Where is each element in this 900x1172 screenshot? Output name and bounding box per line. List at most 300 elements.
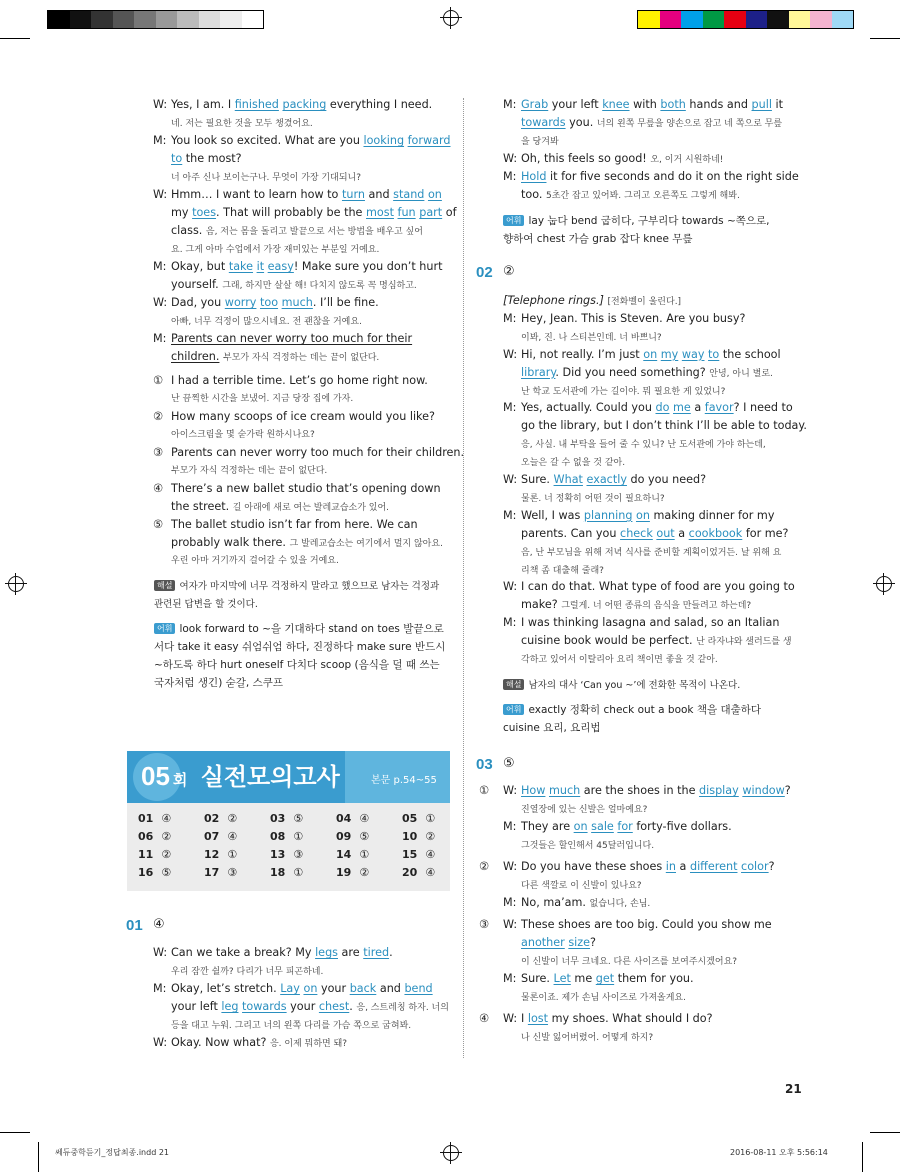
vocab-line: 국자처럼 생긴) 숟갈, 스쿠프: [154, 677, 284, 689]
vocab-word: toes: [192, 206, 217, 219]
speaker-label: M:: [503, 401, 517, 415]
dialogue-text: of: [442, 206, 457, 219]
vocab-line: 서다 take it easy 쉬엄쉬엄 하다, 진정하다 make sure 반드시: [154, 641, 446, 653]
answer-cell: [336, 812, 369, 825]
vocab-word: packing: [282, 98, 327, 111]
dialogue-text: cuisine book would be perfect.: [521, 634, 697, 648]
answer-cell: [138, 848, 171, 861]
answer-number: 10: [402, 830, 418, 843]
vocab-word: Parents can never worry too much for their: [171, 332, 413, 345]
speaker-label: M:: [503, 98, 517, 111]
korean-translation: 그것들은 할인해서 45달러입니다.: [521, 841, 655, 851]
dialogue-text: hands and: [685, 98, 752, 111]
answer-number: 01: [138, 812, 154, 825]
vocab-word: stand: [393, 188, 425, 201]
korean-translation: 길 아래에 새로 여는 발레교습소가 있어.: [232, 503, 390, 513]
answer-cell: [402, 830, 435, 843]
korean-translation: 요. 그게 아마 수업에서 가장 재미있는 부분일 거예요.: [171, 245, 380, 255]
answer-cell: [138, 866, 171, 879]
dialogue-text: [Telephone rings.]: [503, 294, 608, 307]
vocab-word: finished: [234, 98, 279, 111]
korean-translation: 너의 왼쪽 무릎을 양손으로 잡고 네 쪽으로 무릎: [596, 119, 783, 129]
vocab-line: lay 눕다 bend 굽히다, 구부리다 towards ~쪽으로,: [528, 215, 770, 227]
dialogue-line: [503, 399, 793, 417]
dialogue-text: yourself.: [171, 278, 223, 291]
vocab-word: What: [553, 473, 583, 486]
vocab-word: too: [259, 296, 279, 309]
speaker-label: W:: [503, 473, 518, 486]
dialogue-line: [503, 96, 783, 114]
vocab-word: another: [521, 936, 565, 949]
korean-translation: 부모가 자식 걱정하는 데는 끝이 없단다.: [223, 353, 380, 363]
speaker-label: W:: [503, 918, 518, 931]
answer-cell: [204, 848, 237, 861]
dialogue-line: [503, 150, 724, 169]
vocab-word: my: [660, 347, 679, 361]
explanation-block: [154, 577, 439, 614]
speaker-label: M:: [503, 311, 517, 325]
answer-cell: [336, 830, 369, 843]
speaker-label: M:: [153, 134, 167, 147]
answer-cell: [402, 866, 435, 879]
dialogue-text: me: [570, 972, 596, 985]
option-text: [171, 534, 443, 553]
answer-number: 17: [204, 866, 220, 879]
vocab-word: color: [741, 860, 769, 873]
speaker-label: M:: [503, 508, 517, 522]
dialogue-line: [171, 150, 242, 168]
dialogue-text: and: [364, 188, 394, 201]
answer-choice: ③: [293, 848, 304, 861]
dialogue-line: [521, 561, 604, 580]
vocab-word: do: [655, 401, 670, 415]
dialogue-line: [521, 114, 782, 133]
dialogue-line: [153, 1034, 348, 1053]
option-text: The ballet studio isn’t far from here. We can: [171, 518, 418, 531]
vocab-word: Hold: [521, 170, 547, 183]
vocab-word: back: [349, 982, 377, 995]
korean-translation: [전화벨이 울린다.]: [607, 297, 682, 307]
crop-mark: [870, 1132, 900, 1133]
dialogue-text: . Did you need something?: [555, 365, 710, 379]
dialogue-line: [521, 525, 788, 543]
vocab-word: window: [742, 784, 785, 797]
option-text: How many scoops of ice cream would you like?: [171, 410, 435, 423]
vocab-word: display: [699, 784, 739, 797]
dialogue-line: [521, 876, 642, 895]
answer-number: 18: [270, 866, 286, 879]
speaker-label: M:: [503, 972, 517, 985]
dialogue-line: [521, 364, 773, 383]
answer-cell: [204, 830, 237, 843]
answer-choice: ④: [425, 866, 436, 879]
dialogue-line: [171, 998, 449, 1017]
answer-choice: ③: [227, 866, 238, 879]
dialogue-text: for me?: [742, 526, 789, 540]
footer-filename: 쎄듀중학듣기_정답최종.indd 21: [55, 1148, 169, 1157]
vocab-word: tired: [363, 946, 390, 959]
dialogue-text: your: [317, 982, 350, 995]
vocab-word: exactly: [586, 473, 627, 486]
dialogue-line: [503, 168, 799, 186]
dialogue-line: [171, 348, 379, 367]
registration-mark-left: [8, 576, 24, 592]
korean-translation: 아빠, 너무 걱정이 많으시네요. 전 괜찮을 거예요.: [171, 317, 362, 327]
vocab-word: take: [228, 260, 254, 273]
vocab-word: lost: [527, 1012, 549, 1025]
option-number: ①: [153, 374, 164, 387]
dialogue-text: are: [338, 946, 364, 959]
speaker-label: M:: [153, 332, 167, 345]
dialogue-line: [503, 346, 781, 364]
dialogue-line: [171, 222, 423, 241]
banner-title: 실전모의고사: [200, 764, 340, 791]
dialogue-text: Yes, I am. I: [171, 98, 235, 111]
dialogue-text: Okay. Now what?: [171, 1036, 270, 1049]
vocab-word: library: [521, 365, 556, 379]
answer-number: 05: [402, 812, 418, 825]
speaker-label: W:: [153, 946, 168, 959]
korean-translation: 네. 저는 필요한 것을 모두 챙겼어요.: [171, 119, 313, 129]
speaker-label: W:: [503, 580, 518, 594]
vocab-word: to: [708, 347, 720, 361]
banner-number: 05: [141, 761, 170, 791]
answer-choice: ⑤: [161, 866, 172, 879]
korean-translation: 음, 난 부모님을 위해 저녁 식사를 준비할 계획이었거든. 날 위해 요: [521, 547, 782, 558]
answer-choice: ②: [425, 830, 436, 843]
answer-choice: ④: [161, 812, 172, 825]
dialogue-line: [153, 330, 413, 348]
registration-mark-bottom: [443, 1145, 459, 1161]
dialogue-text: Sure.: [521, 972, 554, 985]
korean-translation: 너 아주 신나 보이는구나. 무엇이 가장 기대되니?: [171, 173, 361, 183]
dialogue-text: making dinner for my: [649, 508, 775, 522]
column-divider: [463, 98, 464, 1058]
option-text: There’s a new ballet studio that’s opening down: [171, 482, 441, 495]
dialogue-text: Can we take a break? My: [171, 946, 316, 959]
dialogue-line: [521, 800, 647, 819]
dialogue-line: [503, 292, 681, 311]
answer-cell: [204, 866, 237, 879]
answer-cell: [138, 830, 171, 843]
dialogue-text: ?: [590, 936, 596, 949]
vocab-word: fun: [397, 206, 416, 219]
dialogue-line: [503, 614, 780, 632]
dialogue-text: .: [389, 946, 393, 959]
answer-number: 03: [270, 812, 286, 825]
speaker-label: M:: [503, 170, 517, 183]
dialogue-text: ?: [768, 860, 775, 873]
korean-translation: 다른 색깔로 이 신발이 있나요?: [521, 881, 642, 891]
dialogue-text: Dad, you: [171, 296, 225, 309]
speaker-label: M:: [503, 616, 517, 630]
answer-number: 06: [138, 830, 154, 843]
dialogue-text: These shoes are too big. Could you show me: [521, 918, 772, 931]
explanation-text: 남자의 대사 ‘Can you ~’에 전화한 목적이 나온다.: [528, 680, 741, 691]
dialogue-line: [521, 453, 625, 472]
eohwi-badge: 어휘: [154, 623, 175, 634]
vocab-word: Lay: [280, 982, 300, 995]
dialogue-text: No, ma’am.: [521, 896, 590, 909]
vocab-word: out: [656, 526, 675, 540]
vocab-word: How: [521, 784, 546, 797]
dialogue-line: [521, 186, 740, 205]
vocab-word: bend: [404, 982, 433, 995]
vocab-word: on: [635, 508, 650, 522]
dialogue-line: [171, 312, 362, 331]
dialogue-line: [503, 858, 775, 876]
dialogue-text: Sure.: [521, 473, 554, 486]
vocab-word: leg: [221, 1000, 239, 1013]
korean-translation: 아이스크림을 몇 숟가락 원하시나요?: [171, 430, 315, 440]
dialogue-text: Well, I was: [521, 508, 584, 522]
speaker-label: W:: [503, 347, 518, 361]
dialogue-text: Do you have these shoes: [521, 860, 666, 873]
dialogue-text: They are: [521, 820, 574, 833]
korean-translation: 물론이죠. 제가 손님 사이즈로 가져올게요.: [521, 993, 686, 1003]
korean-translation: 이 신발이 너무 크네요. 다른 사이즈를 보여주시겠어요?: [521, 957, 738, 967]
vocab-word: get: [595, 972, 615, 985]
answer-number: 04: [336, 812, 352, 825]
dialogue-text: the most?: [182, 152, 242, 165]
dialogue-line: [503, 818, 732, 836]
question-answer: ②: [503, 264, 515, 279]
vocab-word: children.: [171, 350, 220, 363]
vocab-word: easy: [267, 260, 294, 273]
vocab-word: both: [660, 98, 686, 111]
speaker-label: M:: [153, 982, 167, 995]
dialogue-line: [153, 96, 433, 114]
dialogue-text: do you need?: [626, 473, 707, 486]
answer-number: 07: [204, 830, 220, 843]
dialogue-text: them for you.: [614, 972, 694, 985]
dialogue-line: [171, 1016, 411, 1035]
korean-translation: 오늘은 갈 수 없을 것 같아.: [521, 458, 626, 469]
dialogue-text: . That will probably be the: [216, 206, 366, 219]
speaker-label: W:: [503, 860, 518, 873]
dialogue-line: [521, 934, 596, 952]
speaker-label: W:: [503, 152, 518, 165]
vocab-word: me: [673, 401, 691, 415]
dialogue-text: ! Make sure you don’t hurt: [293, 260, 443, 273]
vocab-word: to: [171, 152, 183, 165]
dialogue-line: [153, 980, 433, 998]
vocab-line: 향하여 chest 가슴 grab 잡다 knee 무릎: [503, 233, 693, 245]
dialogue-text: I was thinking lasagna and salad, so an Italian: [521, 616, 780, 630]
footer-date: 2016-08-11 오후 5:56:14: [730, 1148, 828, 1157]
answer-choice: ①: [425, 812, 436, 825]
dialogue-text: make?: [521, 598, 562, 612]
dialogue-line: [171, 168, 361, 187]
answer-choice: ①: [359, 848, 370, 861]
vocab-word: turn: [341, 188, 365, 201]
answer-choice: ②: [359, 866, 370, 879]
page-number: 21: [785, 1082, 802, 1096]
dialogue-text: Oh, this feels so good!: [521, 152, 651, 165]
vocab-word: size: [568, 936, 591, 949]
korean-translation: 오, 이거 시원하네!: [650, 155, 724, 165]
dialogue-line: [521, 435, 766, 454]
answer-number: 20: [402, 866, 418, 879]
vocab-word: most: [366, 206, 394, 219]
dialogue-line: [521, 382, 725, 401]
dialogue-line: [521, 543, 781, 562]
korean-translation: 나 신발 잃어버렸어. 어떻게 하지?: [521, 1033, 654, 1043]
vocab-word: favor: [704, 401, 734, 415]
dialogue-text: go the library, but I don’t think I’ll be able to today.: [521, 419, 807, 433]
dialogue-text: a: [676, 860, 690, 873]
dialogue-text: Hmm… I want to learn how to: [171, 188, 342, 201]
vocab-word: legs: [315, 946, 338, 959]
vocab-word: much: [281, 296, 313, 309]
answer-cell: [402, 848, 435, 861]
dialogue-line: [503, 916, 772, 934]
vocab-word: forward: [407, 134, 451, 147]
speaker-label: W:: [153, 98, 168, 111]
dialogue-text: .: [349, 1000, 357, 1013]
speaker-label: M:: [153, 260, 167, 273]
dialogue-line: [153, 258, 443, 276]
vocab-word: worry: [224, 296, 257, 309]
korean-translation: 난 라자냐와 샐러드를 생: [696, 637, 792, 648]
answer-cell: [336, 848, 369, 861]
dialogue-line: [503, 894, 651, 913]
answer-choice: ②: [227, 812, 238, 825]
dialogue-line: [521, 132, 559, 151]
option-text: I had a terrible time. Let’s go home right now.: [171, 374, 428, 387]
vocab-line: cuisine 요리, 요리법: [503, 722, 601, 734]
question-number: 02: [476, 264, 493, 281]
dialogue-text: it: [771, 98, 783, 111]
dialogue-text: ?: [784, 784, 791, 797]
dialogue-line: [521, 328, 662, 347]
answer-choice: ①: [227, 848, 238, 861]
vocab-word: Let: [553, 972, 571, 985]
vocab-word: knee: [602, 98, 630, 111]
speaker-label: W:: [153, 188, 168, 201]
dialogue-text: your: [286, 1000, 319, 1013]
vocab-word: looking: [363, 134, 405, 147]
banner-hoe: 회: [172, 772, 188, 789]
dialogue-line: [521, 952, 737, 971]
dialogue-text: too.: [521, 188, 546, 201]
korean-translation: 을 당겨봐: [521, 137, 559, 147]
dialogue-line: [503, 970, 694, 988]
vocab-word: way: [681, 347, 705, 361]
answer-choice: ④: [359, 812, 370, 825]
option-number: ②: [153, 410, 164, 423]
option-number: ②: [479, 860, 490, 873]
option-number: ⑤: [153, 518, 164, 531]
dialogue-line: [171, 962, 323, 981]
vocab-word: check: [620, 526, 653, 540]
question-answer: ⑤: [503, 756, 515, 771]
korean-translation: 우린 아마 거기까지 걸어갈 수 있을 거예요.: [171, 556, 339, 566]
korean-translation: 등을 대고 누워. 그리고 너의 왼쪽 다리를 가슴 쪽으로 굽혀봐.: [171, 1021, 412, 1031]
korean-translation: 안녕, 아니 별로.: [709, 368, 773, 379]
dialogue-line: [521, 988, 686, 1007]
dialogue-text: Hey, Jean. This is Steven. Are you busy?: [521, 311, 746, 325]
answer-number: 08: [270, 830, 286, 843]
dialogue-text: You look so excited. What are you: [171, 134, 364, 147]
vocab-line: exactly 정확히 check out a book 책을 대출하다: [528, 704, 762, 716]
korean-translation: 음, 저는 몸을 돌리고 발끝으로 서는 방법을 배우고 싶어: [205, 227, 423, 237]
crop-mark: [862, 1142, 863, 1172]
dialogue-line: [521, 417, 807, 435]
dialogue-text: parents. Can you: [521, 526, 621, 540]
korean-translation: 우리 잠깐 쉴까? 다리가 너무 피곤하네.: [171, 967, 324, 977]
speaker-label: W:: [503, 784, 518, 797]
crop-mark: [0, 1132, 30, 1133]
dialogue-line: [153, 294, 379, 312]
dialogue-text: a: [674, 526, 689, 540]
eohwi-badge: 어휘: [503, 704, 524, 715]
vocab-word: on: [303, 982, 318, 995]
korean-translation: 진열장에 있는 신발은 얼마예요?: [521, 805, 648, 815]
dialogue-text: a: [690, 401, 705, 415]
dialogue-line: [503, 1010, 713, 1028]
option-number: ④: [479, 1012, 490, 1025]
dialogue-text: you.: [565, 116, 597, 129]
dialogue-line: [521, 489, 665, 508]
vocab-word: planning: [583, 508, 633, 522]
banner-page-ref: 본문 p.54~55: [371, 775, 437, 786]
dialogue-text: Okay, let’s stretch.: [171, 982, 281, 995]
korean-translation: 응. 이제 뭐하면 돼?: [269, 1039, 348, 1049]
korean-translation: 각하고 있어서 이탈리아 요리 책이면 좋을 것 같아.: [521, 655, 718, 665]
dialogue-text: Hi, not really. I’m just: [521, 347, 644, 361]
answer-choice: ⑤: [359, 830, 370, 843]
vocabulary-block: [154, 620, 445, 692]
dialogue-line: [521, 836, 654, 855]
vocab-word: pull: [751, 98, 772, 111]
vocab-word: on: [643, 347, 658, 361]
question-answer: ④: [153, 917, 165, 932]
dialogue-text: forty-five dollars.: [632, 820, 732, 833]
answer-choice: ②: [161, 830, 172, 843]
answer-number: 16: [138, 866, 154, 879]
explanation-text: 여자가 마지막에 너무 걱정하지 말라고 했으므로 남자는 걱정과: [179, 581, 440, 592]
crop-mark: [0, 38, 30, 39]
option-text: the street.: [171, 500, 233, 513]
dialogue-line: [171, 114, 313, 133]
dialogue-text: Yes, actually. Could you: [521, 401, 656, 415]
crop-mark: [870, 38, 900, 39]
speaker-label: M:: [503, 820, 517, 833]
korean-translation: 이봐, 진. 나 스티븐인데. 너 바쁘니?: [521, 332, 662, 343]
answer-choice: ①: [293, 866, 304, 879]
dialogue-line: [171, 276, 417, 295]
explanation-text: 관련된 답변을 할 것이다.: [154, 599, 258, 610]
dialogue-text: and: [376, 982, 405, 995]
dialogue-text: . I’ll be fine.: [312, 296, 379, 309]
explanation-block: [503, 676, 740, 695]
korean-translation: 그럴게. 너 어떤 종류의 음식을 만들려고 하는데?: [561, 601, 752, 612]
vocab-word: sale: [591, 820, 614, 833]
dialogue-line: [153, 186, 442, 204]
vocab-line: ~하도록 하다 hurt oneself 다치다 scoop (음식을 덜 때 쓰는: [154, 659, 440, 671]
answer-choice: ④: [227, 830, 238, 843]
vocab-word: cookbook: [688, 526, 743, 540]
korean-translation: 물론. 너 정확히 어떤 것이 필요하니?: [521, 493, 665, 504]
dialogue-line: [153, 944, 393, 962]
dialogue-text: my shoes. What should I do?: [548, 1012, 713, 1025]
option-number: ①: [479, 784, 490, 797]
vocab-word: part: [419, 206, 443, 219]
korean-translation: 난 끔찍한 시간을 보냈어. 지금 당장 집에 가자.: [171, 394, 354, 404]
speaker-label: W:: [503, 1012, 518, 1025]
speaker-label: W:: [153, 296, 168, 309]
